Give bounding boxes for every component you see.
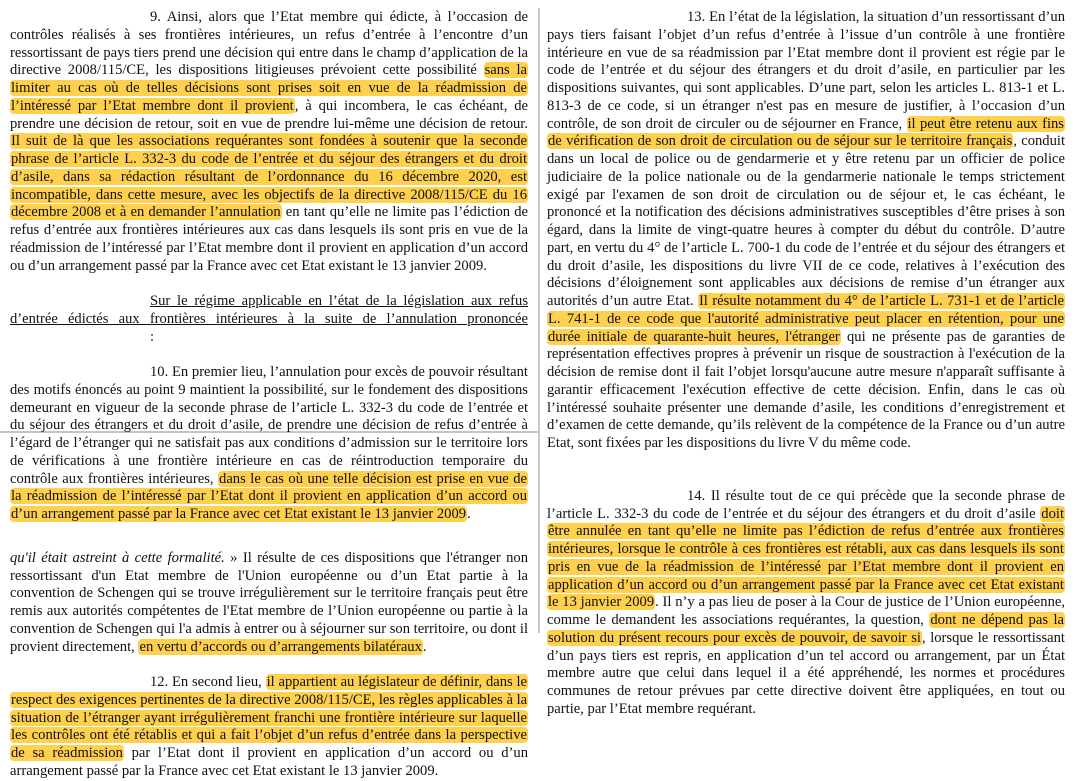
highlight: Il résulte notamment du 4° de l’article L. 731-1 et de l’article L. 741-1 de ce code que l'autorité administrative peut placer en rétention, pour une durée initiale de quarante-huit heures, l'étranger bbox=[548, 293, 1064, 345]
left-column bbox=[10, 9, 528, 781]
highlight: doit être annulée en tant qu’elle ne limite pas l’édiction de refus d’entrée aux frontières intérieures, lorsque le contrôle à ces frontières est rétabli, aux cas dans lesquels ils sont pris en vue de la réadmission de l’intéressé par l’Etat membre dont il provient en application d’un accord ou d’un arrangement passé par la France avec cet Etat existant le 13 janvier 2009 bbox=[548, 505, 1064, 611]
paragraph-9: 9. Ainsi, alors que l’Etat membre qui édicte, à l’occasion de contrôles réalisés à ses frontières intérieures, un refus d’entrée à l’encontre d’un ressortissant de pays tiers prend une décision qui entre dans le champ d’application de la directive 2008/115/CE, les dispositions litigieuses prévoient cette possibilité sans la limiter au cas où de telles décisions sont prises soit en vue de la réadmission de l’intéressé par l’Etat membre dont il provient, à qui incombera, le cas échéant, de prendre une décision de retour, soit en vue de prendre lui-même une décision de retour. Il suit de là que les associations requérantes sont fondées à soutenir que la seconde phrase de l’article L. 332-3 du code de l’entrée et du séjour des étrangers et du droit d’asile, dans sa rédaction résultant de l’ordonnance du 16 décembre 2020, est incompatible, dans cette mesure, avec les objectifs de la directive 2008/115/CE du 16 décembre 2008 et à en demander l’annulation en tant qu’elle ne limite pas l’édiction de refus d’entrée aux frontières intérieures aux cas dans lesquels ils sont pris en vue de la réadmission de l’intéressé par l’Etat membre dont il provient en application d’un accord ou d’un arrangement passé par la France avec cet Etat existant le 13 janvier 2009. bbox=[10, 9, 528, 274]
quote-continuation: qu'il était astreint à cette formalité. » Il résulte de ces dispositions que l'étranger non ressortissant d'un Etat membre de l'Union européenne ou d’un Etat partie à la convention de Schengen qui se trouve irrégulièrement sur le territoire français peut être remis aux autorités compétentes de l'Etat membre de l’Union européenne ou partie à la convention de Schengen qui l'a admis à entrer ou à séjourner sur son territoire, ou dont il provient directement, en vertu d’accords ou d’arrangements bilatéraux. bbox=[10, 549, 528, 655]
paragraph-12: 12. En second lieu, il appartient au législateur de définir, dans le respect des exigences pertinentes de la directive 2008/115/CE, les règles applicables à la situation de l’étranger ayant irrégulièrement franchi une frontière intérieure sur laquelle les contrôles ont été rétablis et qui a fait l’objet d’un refus d’entrée dans la perspective de sa réadmission par l’Etat dont il provient en application d’un accord ou d’un arrangement passé par la France avec cet Etat existant le 13 janvier 2009. bbox=[10, 674, 528, 779]
highlight: sans la limiter au cas où de telles décisions sont prises soit en vue de la réadmission de l’intéressé par l’Etat membre dont il provient bbox=[11, 62, 527, 114]
highlight: dont ne dépend pas la solution du présent recours pour excès de pouvoir, de savoir si bbox=[548, 612, 1064, 646]
highlight: en vertu d’accords ou d’arrangements bilatéraux bbox=[139, 638, 422, 655]
highlight: il peut être retenu aux fins de vérification de son droit de circulation ou de séjour sur le territoire français bbox=[548, 115, 1064, 150]
right-column bbox=[547, 9, 1065, 719]
highlight: Il suit de là que les associations requérantes sont fondées à soutenir que la seconde phrase de l’article L. 332-3 du code de l’entrée et du séjour des étrangers et du droit d’asile, dans sa rédaction résultant de l’ordonnance du 16 décembre 2020, est incompatible, dans cette mesure, avec les objectifs de la directive 2008/115/CE du 16 décembre 2008 et à en demander l’annulation bbox=[11, 133, 527, 221]
section-heading: Sur le régime applicable en l’état de la législation aux refus d’entrée édictés aux frontières intérieures à la suite de l’annulation prononcée: bbox=[10, 293, 528, 345]
paragraph-14: 14. Il résulte tout de ce qui précède que la seconde phrase de l’article L. 332-3 du code de l’entrée et du séjour des étrangers et du droit d’asile doit être annulée en tant qu’elle ne limite pas l’édiction de refus d’entrée aux frontières intérieures, lorsque le contrôle à ces frontières est rétabli, aux cas dans lesquels ils sont pris en vue de la réadmission de l’intéressé par l’Etat membre dont il provient en application d’un accord ou d’un arrangement passé par la France avec cet Etat existant le 13 janvier 2009. Il n’y a pas lieu de poser à la Cour de justice de l’Union européenne, comme le demandent les associations requérantes, la question, dont ne dépend pas la solution du présent recours pour excès de pouvoir, de savoir si, lorsque le ressortissant d’un pays tiers est repris, en application d’un tel accord ou arrangement, par un État membre autre que celui dans lequel il a été appréhendé, les normes et procédures communes de retour prévues par cette directive doivent être appliquées, en tout ou partie, par l’Etat membre requérant. bbox=[547, 487, 1065, 717]
highlight: il appartient au législateur de définir, dans le respect des exigences pertinentes de la directive 2008/115/CE, les règles applicables à la situation de l’étranger ayant irrégulièrement franchi une frontière intérieure sur laquelle les contrôles ont été rétablis et qui a fait l’objet d’un refus d’entrée dans la perspective de sa réadmission bbox=[11, 674, 528, 761]
highlight: dans le cas où une telle décision est prise en vue de la réadmission de l’intéressé par l’Etat dont il provient en application d’un accord ou d’un arrangement passé par la France avec cet Etat existant le 13 janvier 2009 bbox=[11, 470, 528, 522]
column-divider bbox=[538, 8, 540, 633]
paragraph-13: 13. En l’état de la législation, la situation d’un ressortissant d’un pays tiers faisant l’objet d’un refus d’entrée à l’issue d’un contrôle à une frontière intérieure en vue de sa réadmission par l’Etat membre dont il provient est régie par le code de l’entrée et du séjour des étrangers et du droit d’asile, en particulier par les dispositions suivantes, qui sont applicables. D’une part, selon les articles L. 813-1 et L. 813-3 de ce code, si un étranger n'est pas en mesure de justifier, à l’occasion d’un contrôle, de son droit de circuler ou de séjourner en France, il peut être retenu aux fins de vérification de son droit de circulation ou de séjour sur le territoire français, conduit dans un local de police ou de gendarmerie et y être retenu par un officier de police judiciaire de la police nationale ou de la gendarmerie nationale le temps strictement exigé par l'examen de son droit de circulation ou de séjour et, le cas échéant, le prononcé et la notification des décisions administratives susceptibles d’être prises à son égard, dans la limite de vingt-quatre heures à compter du début du contrôle. D’autre part, en vertu du 4° de l’article L. 700-1 du code de l’entrée et du séjour des étrangers et du droit d’asile, les dispositions du livre VII de ce code, relatives à l’exécution des décisions d’éloignement sont applicables aux décisions de remise d’un étranger aux autorités d’un autre Etat. Il résulte notamment du 4° de l’article L. 731-1 et de l’article L. 741-1 de ce code que l'autorité administrative peut placer en rétention, pour une durée initiale de quarante-huit heures, l'étranger qui ne présente pas de garanties de représentation effectives propres à prévenir un risque de soustraction à l'exécution de la décision de remise dont il fait l’objet lorsqu'aucune autre mesure n'apparaît suffisante à garantir efficacement l'exécution effective de cette décision. Enfin, dans le cas où l’intéressé souhaite présenter une demande d’asile, les conditions d’enregistrement et d’examen de cette demande, qu’ils relèvent de la compétence de la France ou d’un autre Etat, sont fixées par les dispositions du livre V du même code. bbox=[547, 9, 1065, 451]
paragraph-10: 10. En premier lieu, l’annulation pour excès de pouvoir résultant des motifs énoncés au point 9 maintient la possibilité, sur le fondement des dispositions demeurant en vigueur de la seconde phrase de l’article L. 332-3 du code de l’entrée et du séjour des étrangers et du droit d’asile, de prendre une décision de refus d’entrée à l’égard de l’étranger qui ne satisfait pas aux conditions d’admission sur le territoire lors de vérifications à une frontière intérieure en cas de réintroduction temporaire du contrôle aux frontières intérieures, dans le cas où une telle décision est prise en vue de la réadmission de l’intéressé par l’Etat dont il provient en application d’un accord ou d’un arrangement passé par la France avec cet Etat existant le 13 janvier 2009. bbox=[10, 364, 528, 522]
